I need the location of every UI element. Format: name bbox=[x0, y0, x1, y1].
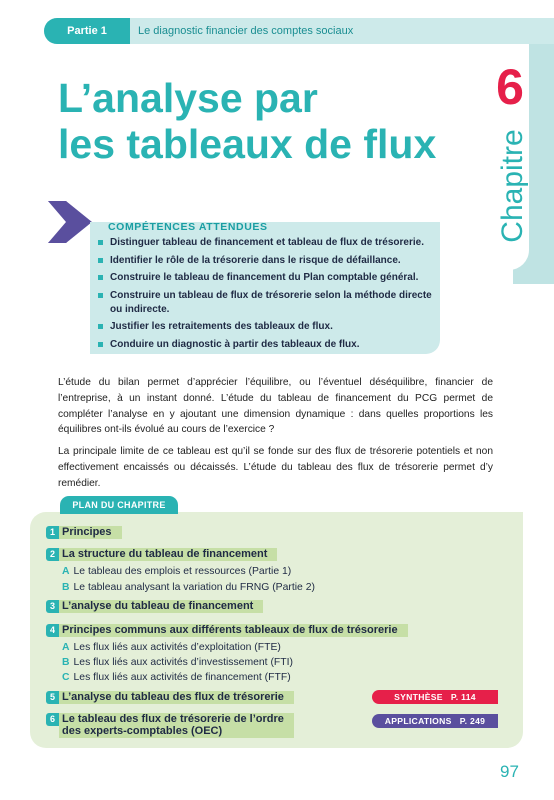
competence-item: Distinguer tableau de financement et tableau de flux de trésorerie. bbox=[98, 236, 433, 250]
plan-subitem-4c[interactable] bbox=[62, 671, 291, 684]
plan-item-number: 2 bbox=[46, 548, 59, 561]
plan-item-6[interactable] bbox=[46, 713, 294, 738]
plan-item-number: 3 bbox=[46, 600, 59, 613]
intro-paragraph-1: L’étude du bilan permet d’apprécier l’équilibre, ou l’éventuel déséquilibre, financier de l’entreprise, à un instant donné. L’étude du tableau de financement du PCG permet de compléter l’analyse en y ajoutant une dimension dynamique : dans quelles proportions les équilibres ont-ils évolué au cours de l’exercice ? bbox=[58, 377, 493, 436]
competence-item: Conduire un diagnostic à partir des tableaux de flux. bbox=[98, 338, 433, 352]
synthese-label: SYNTHÈSE bbox=[394, 692, 443, 702]
plan-subitem-2a[interactable] bbox=[62, 565, 291, 578]
plan-item-number: 4 bbox=[46, 624, 59, 637]
competence-item: Identifier le rôle de la trésorerie dans le risque de défaillance. bbox=[98, 254, 433, 268]
subitem-letter: B bbox=[62, 582, 70, 593]
chapter-word: Chapitre bbox=[496, 129, 529, 243]
plan-item-3[interactable] bbox=[46, 600, 263, 613]
plan-item-title-line1: Le tableau des flux de trésorerie de l’ordre bbox=[62, 713, 284, 725]
chapter-title-line1: L’analyse par bbox=[58, 75, 318, 121]
synthese-page: P. 114 bbox=[450, 692, 476, 702]
applications-page: P. 249 bbox=[459, 716, 486, 726]
subitem-letter: A bbox=[62, 642, 70, 653]
part-title: Le diagnostic financier des comptes sociaux bbox=[138, 25, 354, 37]
page-number: 97 bbox=[500, 762, 519, 781]
competence-item: Construire un tableau de flux de trésorerie selon la méthode directe ou indirecte. bbox=[98, 289, 433, 317]
synthese-link[interactable] bbox=[372, 690, 498, 704]
competence-item: Construire le tableau de financement du Plan comptable général. bbox=[98, 271, 433, 285]
competence-item: Justifier les retraitements des tableaux de flux. bbox=[98, 320, 433, 334]
subitem-text: Le tableau analysant la variation du FRNG (Partie 2) bbox=[73, 582, 315, 593]
subitem-text: Le tableau des emplois et ressources (Partie 1) bbox=[73, 566, 292, 577]
intro-paragraph-2: La principale limite de ce tableau est qu’il se fonde sur des flux de trésorerie potentiels et non effectivement encaissés ou décaissés. L’étude du tableau des flux de trésorerie permet d’y remédier. bbox=[58, 446, 493, 489]
subitem-letter: C bbox=[62, 672, 70, 683]
chapter-title-line2: les tableaux de flux bbox=[58, 120, 437, 167]
plan-subitem-4a[interactable] bbox=[62, 641, 281, 654]
plan-item-title-line2: des experts-comptables (OEC) bbox=[62, 725, 223, 737]
plan-item-number: 5 bbox=[46, 691, 59, 704]
plan-item-1[interactable] bbox=[46, 526, 122, 539]
subitem-letter: B bbox=[62, 657, 70, 668]
plan-subitem-2b[interactable] bbox=[62, 581, 315, 594]
plan-label: PLAN DU CHAPITRE bbox=[60, 496, 178, 514]
plan-item-title: Principes bbox=[59, 526, 122, 539]
plan-subitem-4b[interactable] bbox=[62, 656, 293, 669]
subitem-letter: A bbox=[62, 566, 70, 577]
plan-item-2[interactable] bbox=[46, 548, 277, 561]
intro-text bbox=[58, 375, 493, 498]
plan-item-title: La structure du tableau de financement bbox=[59, 548, 277, 561]
plan-item-4[interactable] bbox=[46, 624, 408, 637]
plan-item-title: Principes communs aux différents tableaux de flux de trésorerie bbox=[59, 624, 408, 637]
plan-item-number: 6 bbox=[46, 713, 59, 726]
chapter-number: 6 bbox=[496, 59, 524, 115]
plan-item-title: L’analyse du tableau de financement bbox=[59, 600, 263, 613]
subitem-text: Les flux liés aux activités de financement (FTF) bbox=[73, 672, 291, 683]
plan-item-title bbox=[59, 713, 294, 738]
subitem-text: Les flux liés aux activités d’investissement (FTI) bbox=[73, 657, 293, 668]
plan-item-title: L’analyse du tableau des flux de trésorerie bbox=[59, 691, 294, 704]
competences-list bbox=[98, 236, 433, 355]
plan-item-5[interactable] bbox=[46, 691, 294, 704]
competences-heading: COMPÉTENCES ATTENDUES bbox=[108, 221, 268, 233]
part-label: Partie 1 bbox=[44, 18, 130, 44]
applications-label: APPLICATIONS bbox=[384, 716, 452, 726]
chapter-title bbox=[58, 76, 478, 168]
plan-item-number: 1 bbox=[46, 526, 59, 539]
applications-link[interactable] bbox=[372, 714, 498, 728]
subitem-text: Les flux liés aux activités d’exploitation (FTE) bbox=[73, 642, 281, 653]
